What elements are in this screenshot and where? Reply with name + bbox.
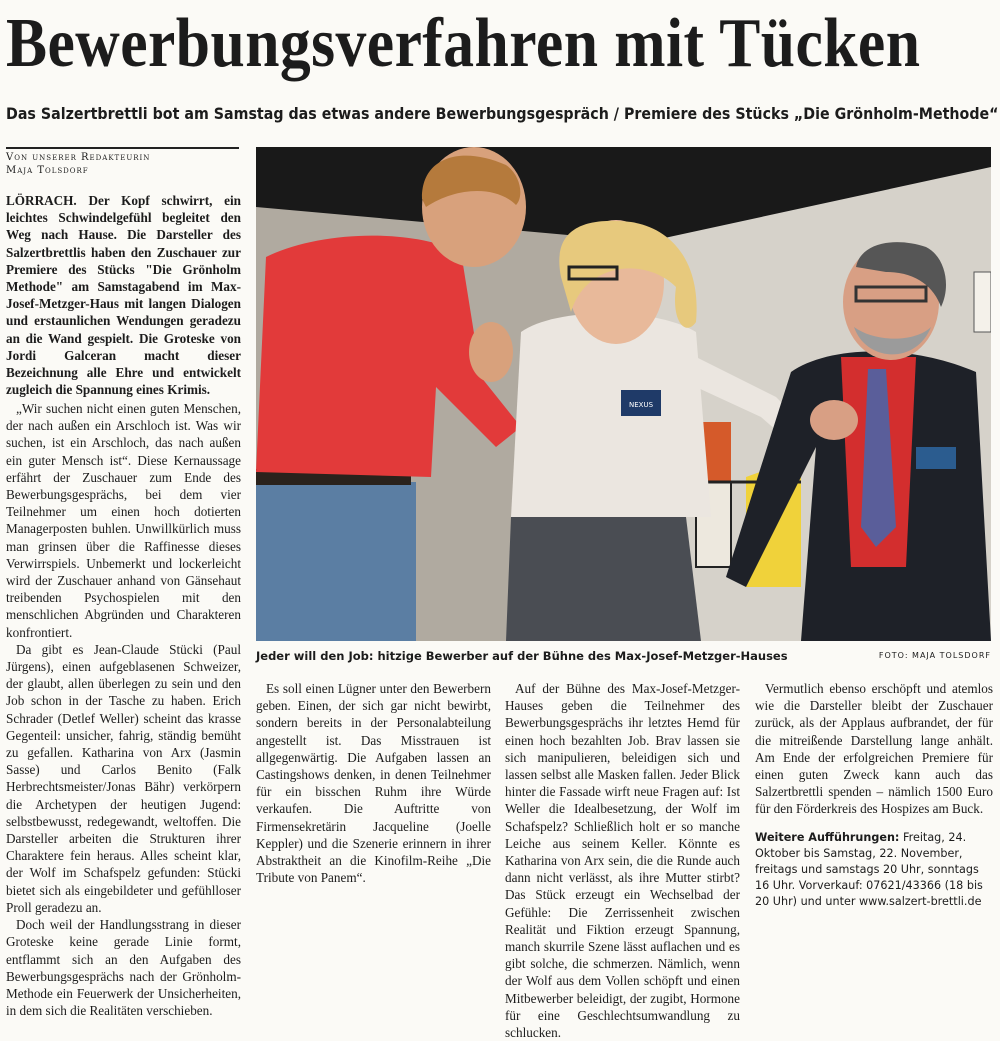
article-column-3 bbox=[505, 680, 740, 1041]
article-column-2 bbox=[256, 680, 491, 886]
body-paragraph: Da gibt es Jean-Claude Stücki (Paul Jürgens), einen aufgeblasenen Schweizer, der glaubt, allen überlegen zu sein und den Job schon in der Tasche zu haben. Erich Schrader (Detlef Weller) scheint das krasse Gegenteil: unsicher, fahrig, ständig bemüht zu gefallen. Katharina von Arx (Jasmin Sasse) und Carlos Benito (Falk Herbrechtsmeister/Jonas Bähr) verkörpern die Archetypen der heutigen Jugend: selbstbewusst, redegewandt, weltoffen. Die Darsteller arbeiten die Strukturen ihrer Charaktere fein heraus. Alles scheint klar, der Wolf im Schafspelz gefunden: Stücki bietet sich als eingebildeter und gefühlloser Proll geradezu an. bbox=[6, 641, 241, 915]
body-paragraph: Auf der Bühne des Max-Josef-Metzger-Hauses geben die Teilnehmer des Bewerbungsgesprächs ihr letztes Hemd für einen hoch bezahlten Job. Brav lassen sie sich manipulieren, beleidigen sich und lassen selbst alle Masken fallen. Jeder Blick hinter die Fassade wirft neue Fragen auf: Ist Weller die Idealbesetzung, der Wolf im Schafspelz? Schließlich holt er so manche Leiche aus seinem Keller. Könnte es Katharina von Arx sein, die die Runde auch dann nicht verlässt, als ihre Mutter stirbt? Das Stück erzeugt ein Wechselbad der Gefühle: Die Zerrissenheit zwischen Realität und Fiktion erzeugt Spannung, manch skurrile Szene lässt auflachen und es gibt solche, die schmerzen. Nämlich, wenn der Wolf aus dem Vollen schöpft und einen Mitbewerber beleidigt, der zugibt, Hormone für eine Geschlechtsumwandlung zu schlucken. bbox=[505, 681, 740, 1041]
body-paragraph: Vermutlich ebenso erschöpft und atemlos wie die Darsteller bleibt der Zuschauer zurück, als der Applaus aufbrandet, der für die mitreißende Darstellung lange anhält. Am Ende der erfolgreichen Premiere für einen guten Zweck kann auch das Salzertbrettli spenden – nämlich 1500 Euro für den Förderkreis des Hospizes am Buck. bbox=[755, 681, 993, 817]
byline-role: Von unserer Redakteurin bbox=[6, 152, 151, 163]
lead-paragraph bbox=[6, 192, 241, 398]
actor-hand bbox=[810, 400, 858, 440]
stage-sign bbox=[974, 272, 991, 332]
actress-blouse bbox=[511, 313, 711, 517]
body-paragraph: Es soll einen Lügner unter den Bewerbern geben. Einen, der sich gar nicht bewirbt, sondern bereits in der Personalabteilung angestellt ist. Das Misstrauen ist allgegenwärtig. Die Aufgaben lassen an Castingshows denken, in denen Teilnehmer für ein bisschen Ruhm ihre Würde verkaufen. Die Auftritte von Firmensekretärin Jacqueline (Joelle Keppler) und die Szenerie erinnern in ihrer Abstraktheit an die Kinofilm-Reihe „Die Tribute von Panem“. bbox=[256, 681, 491, 886]
actor-hand bbox=[469, 322, 513, 382]
body-paragraph: Doch weil der Handlungsstrang in dieser Groteske keine gerade Linie formt, entflammt sich an den Aufgaben des Bewerbungsgesprächs nach der Grönholm-Methode ein Feuerwerk der Unsicherheiten, in dem sich die Realitäten verschieben. bbox=[6, 917, 241, 1019]
actor-jeans bbox=[256, 482, 416, 641]
performance-info-label: Weitere Aufführungen: bbox=[755, 830, 900, 844]
article-column-4 bbox=[755, 680, 993, 910]
headline: Bewerbungsverfahren mit Tücken bbox=[6, 5, 921, 82]
stage-photo-illustration bbox=[256, 147, 991, 641]
actress-skirt bbox=[506, 517, 701, 641]
article-column-1 bbox=[6, 400, 241, 1019]
performance-info bbox=[755, 830, 993, 910]
subheadline: Das Salzertbrettli bot am Samstag das etwas andere Bewerbungsgespräch / Premiere des Stücks „Die Grönholm-Methode“ bbox=[6, 104, 999, 123]
byline-author: Maja Tolsdorf bbox=[6, 165, 89, 176]
actress-name-badge-text: NEXUS bbox=[628, 401, 654, 409]
byline-rule bbox=[6, 147, 239, 149]
body-paragraph: „Wir suchen nicht einen guten Menschen, der nach außen ein Arschloch ist. Was wir suchen, ist ein Arschloch, das nach außen ein guter Mensch ist“. Diese Kernaussage erfährt der Zuschauer zum Ende des Bewerbungsgesprächs, bei dem vier Teilnehmer um einen hoch dotierten Managerposten buhlen. Unwillkürlich muss man grinsen über die Raffinesse dieses Verwirrspiels. Unbemerkt und lockerleicht wird der Zuschauer anhand von Gänsehaut treibenden Psychospielen mit den menschlichen Abgründen und Charakteren konfrontiert. bbox=[6, 401, 241, 640]
photo-caption: Jeder will den Job: hitzige Bewerber auf der Bühne des Max-Josef-Metzger-Hauses bbox=[256, 649, 788, 663]
lead-text: LÖRRACH. Der Kopf schwirrt, ein leichtes Schwindelgefühl begleitet den Weg nach Hause. Die Darsteller des Salzertbrettlis haben den Zuschauer zur Premiere des Stücks "Die Grönholm Methode" am Samstagabend im Max-Josef-Metzger-Haus mit langen Dialogen und erstaunlichen Wendungen geradezu an die Wand gespielt. Die Groteske von Jordi Galceran macht dieser Bezeichnung alle Ehre und entwickelt zugleich die Spannung eines Krimis. bbox=[6, 193, 241, 398]
performance-info-text: Freitag, 24. Oktober bis Samstag, 22. November, freitags und samstags 20 Uhr, sonntags 16 Uhr. Vorverkauf: 07621/43366 (18 bis 20 Uhr) und unter www.salzert-brettli.de bbox=[755, 830, 983, 908]
actor-name-badge bbox=[916, 447, 956, 469]
byline bbox=[6, 151, 242, 177]
stage-photo bbox=[256, 147, 991, 641]
photo-credit: FOTO: MAJA TOLSDORF bbox=[878, 651, 991, 660]
